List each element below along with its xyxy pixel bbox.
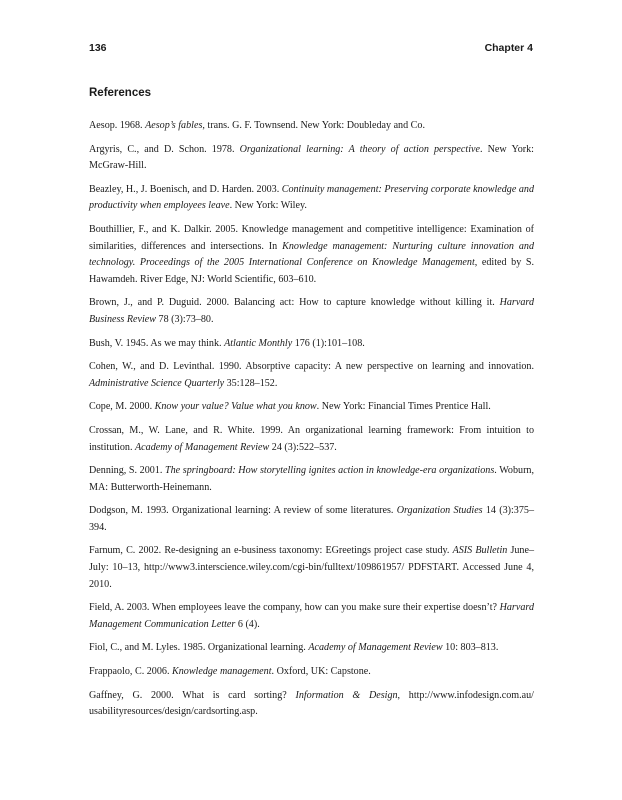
reference-title: Academy of Management Review: [135, 441, 270, 453]
reference-text: Bouthillier, F., and K. Dalkir. 2005. Knowledge management and competitive intelligence: Examination of similarities, differences and intersections. In: [89, 223, 534, 252]
reference-text: Crossan, M., W. Lane, and R. White. 1999. An organizational learning framework: From intuition to institution.: [89, 424, 534, 453]
reference-list: [89, 118, 534, 728]
reference-entry: [89, 336, 534, 353]
reference-title: Atlantic Monthly: [224, 337, 293, 349]
reference-text: Argyris, C., and D. Schon. 1978.: [89, 143, 240, 155]
reference-text: . New York: McGraw-Hill.: [89, 143, 534, 172]
reference-text: , edited by S. Hawamdeh. River Edge, NJ: World Scientific, 603–610.: [89, 257, 534, 285]
reference-text: Field, A. 2003. When employees leave the company, how can you make sure their expertise doesn’t?: [89, 602, 500, 614]
reference-title: Knowledge management: Nurturing culture innovation and technology. Proceedings of the 2005 International Conference on Knowledge Management: [89, 240, 534, 269]
reference-title: Organization Studies: [396, 505, 483, 517]
reference-entry: [89, 503, 534, 536]
reference-text: Brown, J., and P. Duguid. 2000. Balancing act: How to capture knowledge without killing it.: [89, 297, 500, 309]
reference-title: Administrative Science Quarterly: [89, 377, 225, 389]
reference-title: Aesop’s fables: [145, 120, 203, 131]
running-head: [89, 42, 533, 58]
reference-title: Harvard Management Communication Letter: [89, 602, 534, 630]
reference-entry: [89, 222, 534, 288]
reference-text: . New York: Wiley.: [229, 200, 307, 212]
reference-title: Knowledge management: [172, 666, 272, 678]
reference-entry: [89, 182, 534, 215]
reference-title: Information & Design: [295, 689, 398, 701]
reference-entry: [89, 359, 534, 392]
reference-text: 78 (3):73–80.: [156, 313, 214, 325]
reference-title: Organizational learning: A theory of action perspective: [239, 143, 480, 155]
reference-text: . Woburn, MA: Butterworth-Heinemann.: [89, 465, 535, 493]
reference-text: Denning, S. 2001.: [89, 465, 166, 477]
reference-text: 6 (4).: [235, 618, 260, 630]
reference-entry: [89, 543, 534, 593]
reference-text: , trans. G. F. Townsend. New York: Doubleday and Co.: [202, 120, 425, 131]
reference-text: 24 (3):522–537.: [269, 441, 337, 453]
reference-text: Gaffney, G. 2000. What is card sorting?: [89, 689, 296, 701]
reference-text: 10: 803–813.: [442, 642, 499, 654]
reference-text: Bush, V. 1945. As we may think.: [89, 337, 225, 349]
reference-entry: [89, 423, 534, 456]
reference-title: Harvard Business Review: [89, 297, 534, 325]
reference-entry: [89, 688, 534, 721]
reference-text: , http://www.infodesign.com.au/ usabilityresources/design/cardsorting.asp.: [89, 689, 534, 718]
page-number: 136: [89, 42, 107, 54]
reference-entry: [89, 142, 534, 175]
reference-text: 14 (3):375–394.: [89, 505, 534, 533]
reference-title: The springboard: How storytelling ignites action in knowledge-era organizations: [165, 465, 495, 477]
reference-title: ASIS Bulletin: [452, 545, 508, 557]
reference-text: 35:128–152.: [224, 377, 278, 389]
reference-title: Continuity management: Preserving corporate knowledge and productivity when employees leave: [89, 183, 534, 212]
reference-title: Know your value? Value what you know: [154, 401, 317, 413]
reference-text: June–July: 10–13, http://www3.interscience.wiley.com/cgi-bin/fulltext/109861957/ PDFSTART. Accessed June 4, 2010.: [89, 545, 535, 590]
reference-text: Cope, M. 2000.: [89, 401, 155, 413]
reference-entry: [89, 295, 534, 328]
reference-entry: [89, 399, 534, 416]
reference-entry: [89, 118, 534, 135]
reference-text: . New York: Financial Times Prentice Hall.: [316, 401, 491, 413]
reference-text: 176 (1):101–108.: [292, 337, 365, 349]
reference-text: Frappaolo, C. 2006.: [89, 666, 172, 678]
reference-text: Aesop. 1968.: [89, 120, 146, 131]
chapter-label: Chapter 4: [484, 42, 533, 54]
reference-text: Farnum, C. 2002. Re-designing an e-business taxonomy: EGreetings project case study.: [89, 545, 453, 557]
reference-entry: [89, 463, 534, 496]
reference-text: Cohen, W., and D. Levinthal. 1990. Absorptive capacity: A new perspective on learning and innovation.: [89, 361, 534, 373]
reference-text: Fiol, C., and M. Lyles. 1985. Organizational learning.: [89, 642, 309, 654]
reference-text: Dodgson, M. 1993. Organizational learning: A review of some literatures.: [89, 505, 397, 517]
reference-text: Beazley, H., J. Boenisch, and D. Harden. 2003.: [89, 183, 282, 195]
reference-text: . Oxford, UK: Capstone.: [271, 666, 371, 678]
section-heading: References: [89, 87, 152, 99]
reference-entry: [89, 664, 534, 681]
reference-title: Academy of Management Review: [308, 642, 443, 654]
reference-entry: [89, 640, 534, 657]
reference-entry: [89, 600, 534, 633]
